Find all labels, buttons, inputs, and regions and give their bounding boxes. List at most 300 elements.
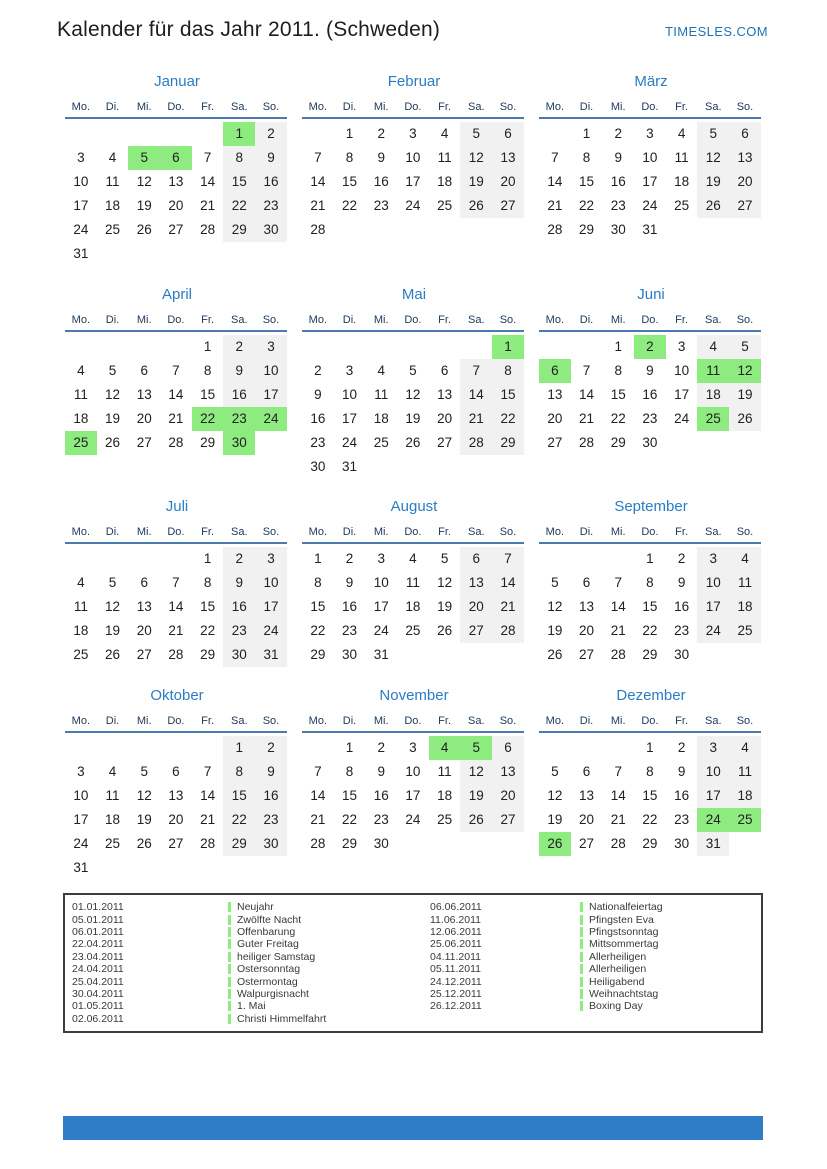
week-row bbox=[539, 122, 763, 146]
holiday-marker-icon bbox=[580, 939, 583, 949]
date-cell: 24 bbox=[674, 411, 690, 426]
dates-grid bbox=[539, 122, 763, 242]
date-cell: 5 bbox=[729, 335, 761, 359]
date-cell: 6 bbox=[492, 122, 524, 146]
weekday-header: Sa. bbox=[705, 526, 722, 538]
date-cell: 27 bbox=[168, 836, 184, 851]
date-cell: 2 bbox=[614, 126, 622, 141]
date-cell: 21 bbox=[579, 411, 595, 426]
header-underline bbox=[539, 731, 761, 733]
date-cell: 17 bbox=[697, 784, 729, 808]
date-cell: 14 bbox=[200, 174, 216, 189]
holiday-date-cell: 2 bbox=[634, 335, 666, 359]
date-cell: 27 bbox=[579, 647, 595, 662]
month-block-9 bbox=[539, 497, 763, 667]
week-row bbox=[65, 431, 289, 455]
holiday-date-cell: 11 bbox=[697, 359, 729, 383]
date-cell: 3 bbox=[345, 363, 354, 378]
date-cell: 9 bbox=[377, 150, 385, 165]
date-cell: 10 bbox=[642, 150, 658, 165]
date-cell: 28 bbox=[492, 619, 524, 643]
date-cell: 16 bbox=[373, 174, 389, 189]
empty-cell bbox=[97, 736, 129, 760]
week-row bbox=[65, 194, 289, 218]
empty-cell bbox=[128, 335, 160, 359]
week-row bbox=[65, 335, 289, 359]
date-cell: 8 bbox=[223, 146, 255, 170]
date-cell: 24 bbox=[373, 623, 389, 638]
week-row bbox=[65, 242, 289, 266]
date-cell: 24 bbox=[73, 222, 89, 237]
empty-cell bbox=[65, 335, 97, 359]
holiday-marker-icon bbox=[228, 964, 231, 974]
date-cell: 27 bbox=[437, 435, 453, 450]
date-cell: 10 bbox=[255, 359, 287, 383]
week-row bbox=[65, 122, 289, 146]
weekday-header: Fr. bbox=[438, 526, 452, 538]
date-cell: 4 bbox=[729, 736, 761, 760]
date-cell: 5 bbox=[108, 575, 117, 590]
weekday-header: Sa. bbox=[231, 715, 248, 727]
holiday-marker-icon bbox=[228, 977, 231, 987]
month-block-5 bbox=[302, 285, 526, 479]
month-title: Juni bbox=[637, 286, 665, 303]
date-cell: 3 bbox=[409, 126, 417, 141]
week-row bbox=[302, 383, 526, 407]
holiday-marker-icon bbox=[228, 927, 231, 937]
date-cell: 5 bbox=[440, 551, 449, 566]
empty-cell bbox=[460, 455, 492, 479]
legend-entry bbox=[72, 938, 430, 950]
empty-cell bbox=[97, 856, 129, 880]
date-cell: 22 bbox=[200, 623, 216, 638]
legend-date: 11.06.2011 bbox=[430, 913, 481, 926]
legend-entry bbox=[430, 975, 761, 987]
date-cell: 12 bbox=[460, 760, 492, 784]
date-cell: 1 bbox=[582, 126, 591, 141]
date-cell: 16 bbox=[373, 788, 389, 803]
week-row bbox=[539, 760, 763, 784]
legend-entry bbox=[430, 963, 761, 975]
date-cell: 5 bbox=[108, 363, 117, 378]
date-cell: 29 bbox=[579, 222, 595, 237]
holiday-date-cell: 24 bbox=[697, 808, 729, 832]
empty-cell bbox=[192, 736, 224, 760]
legend-date: 05.01.2011 bbox=[72, 913, 124, 926]
dates-grid bbox=[302, 335, 526, 479]
weekday-header: Fr. bbox=[675, 715, 689, 727]
date-cell: 16 bbox=[310, 411, 326, 426]
date-cell: 11 bbox=[105, 788, 120, 803]
week-row bbox=[302, 146, 526, 170]
date-cell: 26 bbox=[105, 435, 121, 450]
date-cell: 17 bbox=[255, 383, 287, 407]
date-cell: 12 bbox=[437, 575, 453, 590]
date-cell: 16 bbox=[674, 599, 690, 614]
legend-holiday-name: Allerheiligen bbox=[589, 963, 647, 976]
date-cell: 16 bbox=[223, 383, 255, 407]
date-cell: 16 bbox=[223, 595, 255, 619]
date-cell: 29 bbox=[223, 218, 255, 242]
date-cell: 31 bbox=[373, 647, 389, 662]
week-row bbox=[539, 407, 763, 431]
empty-cell bbox=[729, 643, 761, 667]
date-cell: 2 bbox=[677, 740, 686, 755]
date-cell: 25 bbox=[437, 812, 453, 827]
empty-cell bbox=[729, 218, 761, 242]
date-cell: 24 bbox=[255, 619, 287, 643]
date-cell: 17 bbox=[373, 599, 389, 614]
date-cell: 20 bbox=[729, 170, 761, 194]
date-cell: 20 bbox=[168, 812, 184, 827]
date-cell: 6 bbox=[582, 575, 591, 590]
date-cell: 5 bbox=[551, 764, 559, 779]
empty-cell bbox=[255, 431, 287, 455]
date-cell: 8 bbox=[492, 359, 524, 383]
date-cell: 5 bbox=[140, 764, 148, 779]
date-cell: 24 bbox=[405, 198, 421, 213]
date-cell: 5 bbox=[551, 575, 559, 590]
date-cell: 28 bbox=[610, 647, 626, 662]
date-cell: 9 bbox=[314, 387, 322, 402]
date-cell: 13 bbox=[168, 788, 184, 803]
weekday-header-row bbox=[302, 525, 526, 539]
date-cell: 4 bbox=[108, 764, 117, 779]
date-cell: 1 bbox=[646, 740, 654, 755]
weekday-header: Mi. bbox=[373, 314, 389, 326]
empty-cell bbox=[192, 856, 224, 880]
date-cell: 20 bbox=[460, 595, 492, 619]
date-cell: 6 bbox=[582, 764, 591, 779]
holiday-marker-icon bbox=[580, 927, 583, 937]
weekday-header: So. bbox=[262, 715, 280, 727]
header-underline bbox=[65, 117, 287, 119]
weekday-header: Do. bbox=[167, 101, 185, 113]
empty-cell bbox=[397, 335, 429, 359]
week-row bbox=[302, 808, 526, 832]
date-cell: 16 bbox=[674, 788, 690, 803]
date-cell: 27 bbox=[168, 222, 184, 237]
dates-grid bbox=[539, 547, 763, 667]
date-cell: 21 bbox=[168, 411, 184, 426]
date-cell: 6 bbox=[492, 736, 524, 760]
holiday-marker-icon bbox=[580, 964, 583, 974]
date-cell: 8 bbox=[203, 363, 212, 378]
holiday-marker-icon bbox=[580, 977, 583, 987]
date-cell: 23 bbox=[255, 808, 287, 832]
legend-date: 01.05.2011 bbox=[72, 1000, 124, 1013]
legend-holiday-name: Nationalfeiertag bbox=[589, 901, 663, 914]
date-cell: 18 bbox=[105, 812, 121, 827]
date-cell: 11 bbox=[729, 760, 761, 784]
week-row bbox=[302, 595, 526, 619]
empty-cell bbox=[397, 832, 429, 856]
date-cell: 1 bbox=[614, 339, 622, 354]
legend-date: 26.12.2011 bbox=[430, 1000, 482, 1013]
week-row bbox=[65, 595, 289, 619]
legend-holiday-name: Allerheiligen bbox=[589, 950, 647, 963]
empty-cell bbox=[666, 431, 698, 455]
date-cell: 27 bbox=[460, 619, 492, 643]
date-cell: 2 bbox=[255, 122, 287, 146]
date-cell: 6 bbox=[440, 363, 449, 378]
weekday-header: Mo. bbox=[308, 715, 328, 727]
weekday-header-row bbox=[65, 313, 289, 327]
empty-cell bbox=[223, 856, 255, 880]
date-cell: 18 bbox=[73, 411, 89, 426]
date-cell: 23 bbox=[674, 812, 690, 827]
dates-grid bbox=[65, 736, 289, 880]
month-title: Oktober bbox=[150, 687, 204, 704]
week-row bbox=[65, 808, 289, 832]
date-cell: 20 bbox=[168, 198, 184, 213]
legend-entry bbox=[430, 938, 761, 950]
date-cell: 10 bbox=[73, 788, 89, 803]
date-cell: 29 bbox=[492, 431, 524, 455]
date-cell: 3 bbox=[677, 339, 686, 354]
page-title: Kalender für das Jahr 2011. (Schweden) bbox=[57, 18, 441, 41]
holiday-marker-icon bbox=[228, 989, 231, 999]
legend-entry bbox=[430, 951, 761, 963]
date-cell: 4 bbox=[677, 126, 686, 141]
date-cell: 21 bbox=[200, 198, 216, 213]
date-cell: 25 bbox=[73, 647, 89, 662]
date-cell: 19 bbox=[460, 784, 492, 808]
date-cell: 8 bbox=[345, 764, 354, 779]
weekday-header: Do. bbox=[641, 526, 659, 538]
empty-cell bbox=[65, 547, 97, 571]
date-cell: 12 bbox=[136, 788, 152, 803]
weekday-header: Fr. bbox=[675, 314, 689, 326]
month-title: Mai bbox=[401, 286, 427, 303]
empty-cell bbox=[97, 242, 129, 266]
legend-column-a bbox=[72, 901, 430, 1031]
empty-cell bbox=[128, 736, 160, 760]
date-cell: 29 bbox=[200, 647, 216, 662]
date-cell: 4 bbox=[77, 575, 85, 590]
month-title: März bbox=[634, 73, 668, 90]
weekday-header: Fr. bbox=[438, 101, 452, 113]
weekday-header: Do. bbox=[641, 101, 659, 113]
weekday-header: Mo. bbox=[545, 526, 565, 538]
date-cell: 14 bbox=[168, 599, 184, 614]
date-cell: 9 bbox=[223, 359, 255, 383]
weekday-header: Mi. bbox=[136, 715, 152, 727]
legend-date: 25.06.2011 bbox=[430, 938, 482, 951]
weekday-header-row bbox=[539, 100, 763, 114]
week-row bbox=[539, 619, 763, 643]
header-underline bbox=[302, 117, 524, 119]
date-cell: 9 bbox=[614, 150, 622, 165]
date-cell: 21 bbox=[168, 623, 184, 638]
weekday-header: Di. bbox=[579, 715, 594, 727]
date-cell: 31 bbox=[73, 860, 89, 875]
week-row bbox=[65, 218, 289, 242]
date-cell: 25 bbox=[729, 619, 761, 643]
weekday-header: Fr. bbox=[201, 101, 215, 113]
week-row bbox=[539, 808, 763, 832]
weekday-header: Mi. bbox=[373, 526, 389, 538]
holiday-date-cell: 6 bbox=[539, 359, 571, 383]
date-cell: 28 bbox=[310, 222, 326, 237]
week-row bbox=[539, 383, 763, 407]
dates-grid bbox=[302, 547, 526, 667]
date-cell: 31 bbox=[73, 246, 89, 261]
date-cell: 29 bbox=[223, 832, 255, 856]
empty-cell bbox=[492, 218, 524, 242]
week-row bbox=[302, 170, 526, 194]
weekday-header: Di. bbox=[105, 101, 120, 113]
date-cell: 14 bbox=[168, 387, 184, 402]
weekday-header: Di. bbox=[579, 101, 594, 113]
weekday-header: Mi. bbox=[373, 101, 389, 113]
legend-holiday-name: Offenbarung bbox=[237, 925, 296, 938]
date-cell: 23 bbox=[674, 623, 690, 638]
date-cell: 18 bbox=[729, 784, 761, 808]
date-cell: 5 bbox=[460, 122, 492, 146]
date-cell: 26 bbox=[460, 194, 492, 218]
date-cell: 12 bbox=[405, 387, 421, 402]
legend-entry bbox=[72, 1013, 430, 1025]
legend-entry bbox=[430, 988, 761, 1000]
weekday-header: Mo. bbox=[71, 715, 91, 727]
date-cell: 1 bbox=[203, 339, 212, 354]
date-cell: 23 bbox=[342, 623, 358, 638]
date-cell: 30 bbox=[255, 218, 287, 242]
date-cell: 7 bbox=[172, 575, 180, 590]
header-underline bbox=[302, 542, 524, 544]
weekday-header: Sa. bbox=[231, 101, 248, 113]
date-cell: 10 bbox=[405, 764, 421, 779]
date-cell: 15 bbox=[342, 174, 358, 189]
date-cell: 10 bbox=[342, 387, 358, 402]
date-cell: 22 bbox=[342, 812, 358, 827]
holiday-marker-icon bbox=[228, 915, 231, 925]
empty-cell bbox=[571, 736, 603, 760]
weekday-header: Mo. bbox=[71, 314, 91, 326]
week-row bbox=[539, 571, 763, 595]
date-cell: 21 bbox=[200, 812, 216, 827]
empty-cell bbox=[128, 856, 160, 880]
weekday-header: Do. bbox=[641, 314, 659, 326]
weekday-header: Di. bbox=[105, 715, 120, 727]
legend-entry bbox=[72, 1000, 430, 1012]
empty-cell bbox=[429, 335, 461, 359]
date-cell: 8 bbox=[223, 760, 255, 784]
weekday-header: Do. bbox=[404, 526, 422, 538]
date-cell: 19 bbox=[136, 198, 152, 213]
legend-entry bbox=[72, 963, 430, 975]
weekday-header: Do. bbox=[404, 101, 422, 113]
weekday-header: Mo. bbox=[545, 314, 565, 326]
date-cell: 15 bbox=[310, 599, 326, 614]
brand-link[interactable]: TIMESLES.COM bbox=[664, 24, 768, 39]
date-cell: 6 bbox=[172, 764, 180, 779]
date-cell: 17 bbox=[697, 595, 729, 619]
weekday-header: Fr. bbox=[438, 314, 452, 326]
weekday-header: Mi. bbox=[136, 314, 152, 326]
weekday-header: Sa. bbox=[705, 314, 722, 326]
week-row bbox=[539, 431, 763, 455]
date-cell: 6 bbox=[460, 547, 492, 571]
week-row bbox=[539, 335, 763, 359]
holiday-marker-icon bbox=[228, 1014, 231, 1024]
empty-cell bbox=[571, 547, 603, 571]
legend-date: 24.12.2011 bbox=[430, 975, 482, 988]
date-cell: 7 bbox=[551, 150, 559, 165]
date-cell: 22 bbox=[310, 623, 326, 638]
weekday-header: Di. bbox=[342, 314, 357, 326]
date-cell: 9 bbox=[677, 764, 686, 779]
date-cell: 19 bbox=[547, 623, 563, 638]
date-cell: 26 bbox=[697, 194, 729, 218]
empty-cell bbox=[492, 643, 524, 667]
date-cell: 11 bbox=[374, 387, 389, 402]
empty-cell bbox=[602, 736, 634, 760]
date-cell: 1 bbox=[314, 551, 322, 566]
empty-cell bbox=[302, 736, 334, 760]
legend-date: 06.06.2011 bbox=[430, 901, 482, 914]
date-cell: 13 bbox=[492, 146, 524, 170]
date-cell: 18 bbox=[729, 595, 761, 619]
date-cell: 18 bbox=[437, 788, 453, 803]
week-row bbox=[302, 122, 526, 146]
date-cell: 14 bbox=[610, 599, 626, 614]
date-cell: 16 bbox=[255, 784, 287, 808]
legend-holiday-name: Weihnachtstag bbox=[589, 987, 659, 1000]
weekday-header: So. bbox=[262, 101, 280, 113]
date-cell: 14 bbox=[460, 383, 492, 407]
week-row bbox=[302, 760, 526, 784]
weekday-header: Mi. bbox=[610, 314, 626, 326]
date-cell: 10 bbox=[405, 150, 421, 165]
date-cell: 20 bbox=[492, 170, 524, 194]
weekday-header: Mi. bbox=[373, 715, 389, 727]
date-cell: 15 bbox=[223, 170, 255, 194]
dates-grid bbox=[302, 122, 526, 242]
week-row bbox=[539, 595, 763, 619]
date-cell: 8 bbox=[582, 150, 591, 165]
date-cell: 9 bbox=[377, 764, 385, 779]
weekday-header: Di. bbox=[579, 314, 594, 326]
week-row bbox=[65, 856, 289, 880]
empty-cell bbox=[97, 547, 129, 571]
date-cell: 29 bbox=[310, 647, 326, 662]
date-cell: 31 bbox=[642, 222, 658, 237]
week-row bbox=[65, 760, 289, 784]
date-cell: 26 bbox=[136, 836, 152, 851]
weekday-header: Mi. bbox=[610, 101, 626, 113]
month-block-12 bbox=[539, 686, 763, 856]
date-cell: 3 bbox=[646, 126, 654, 141]
date-cell: 23 bbox=[642, 411, 658, 426]
weekday-header: Mo. bbox=[71, 101, 91, 113]
date-cell: 21 bbox=[310, 198, 326, 213]
weekday-header: Mo. bbox=[308, 101, 328, 113]
weekday-header: Sa. bbox=[468, 314, 485, 326]
empty-cell bbox=[365, 335, 397, 359]
weekday-header: Sa. bbox=[468, 101, 485, 113]
week-row bbox=[302, 455, 526, 479]
weekday-header: Mi. bbox=[610, 715, 626, 727]
date-cell: 4 bbox=[729, 547, 761, 571]
weekday-header: Sa. bbox=[468, 526, 485, 538]
date-cell: 8 bbox=[314, 575, 322, 590]
date-cell: 13 bbox=[492, 760, 524, 784]
legend-entry bbox=[430, 1000, 761, 1012]
date-cell: 26 bbox=[729, 407, 761, 431]
date-cell: 28 bbox=[547, 222, 563, 237]
